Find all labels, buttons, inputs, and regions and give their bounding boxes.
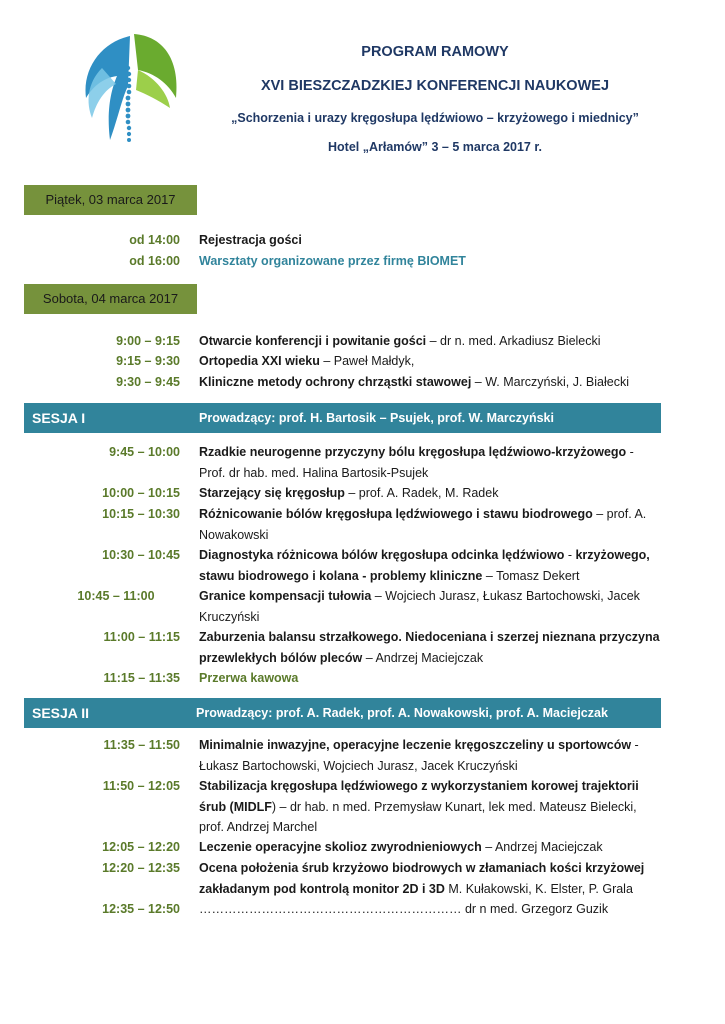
item-title: Minimalnie inwazyjne, operacyjne leczenie kręgoszczeliny u sportowców xyxy=(199,738,632,752)
item-time: 10:30 – 10:45 xyxy=(102,548,180,562)
item-speaker: – Andrzej Maciejczak xyxy=(481,840,603,854)
session-banner-2 xyxy=(24,698,661,728)
item-speaker: – dr n. med. Arkadiusz Bielecki xyxy=(426,334,601,348)
item-title: Kliniczne metody ochrony chrząstki stawowej xyxy=(199,375,472,389)
item-title: Zaburzenia balansu strzałkowego. Niedoceniana i szerzej nieznana przyczyna przewlekłych bólów pleców xyxy=(199,630,660,665)
session-chairs: Prowadzący: prof. A. Radek, prof. A. Nowakowski, prof. A. Maciejczak xyxy=(196,706,608,720)
item-speaker: M. Kułakowski, K. Elster, P. Grala xyxy=(444,881,633,896)
item-separator: - xyxy=(564,548,576,562)
conference-theme: „Schorzenia i urazy kręgosłupa lędźwiowo – krzyżowego i miednicy” xyxy=(231,111,639,125)
item-title: Rzadkie neurogenne przyczyny bólu kręgosłupa lędźwiowo-krzyżowego xyxy=(199,445,627,459)
item-time: od 14:00 xyxy=(129,233,180,247)
item-speaker: – Tomasz Dekert xyxy=(482,568,580,583)
item-time: 9:45 – 10:00 xyxy=(109,445,180,459)
item-title: Różnicowanie bólów kręgosłupa lędźwiowego i stawu biodrowego xyxy=(199,507,593,521)
item-title: Ortopedia XXI wieku xyxy=(199,354,320,368)
item-title: Stabilizacja kręgosłupa lędźwiowego z wykorzystaniem korowej trajektorii śrub (MIDLF xyxy=(199,779,639,814)
item-time: 10:00 – 10:15 xyxy=(102,486,180,500)
item-time: 11:50 – 12:05 xyxy=(102,779,180,793)
item-time: od 16:00 xyxy=(129,254,180,268)
item-title: Starzejący się kręgosłup xyxy=(199,486,345,500)
item-title: Rejestracja gości xyxy=(199,233,302,247)
program-title: PROGRAM RAMOWY xyxy=(361,44,509,60)
item-speaker: - Prof. dr hab. med. Halina Bartosik-Psujek xyxy=(199,445,634,480)
session-name: SESJA II xyxy=(32,705,90,721)
item-title: Leczenie operacyjne skolioz zwyrodnieniowych xyxy=(199,840,482,854)
item-time: 12:05 – 12:20 xyxy=(102,840,180,854)
day-banner-friday: Piątek, 03 marca 2017 xyxy=(24,185,197,215)
item-time: 10:45 – 11:00 xyxy=(77,589,155,603)
item-time: 11:35 – 11:50 xyxy=(103,738,180,752)
item-title-cont: krzyżowego, stawu biodrowego i kolana - problemy kliniczne xyxy=(199,548,650,583)
item-title: Warsztaty organizowane przez firmę BIOMET xyxy=(199,254,466,268)
item-speaker: – Andrzej Maciejczak xyxy=(362,650,484,665)
item-time: 12:35 – 12:50 xyxy=(102,902,180,916)
day-banner-saturday: Sobota, 04 marca 2017 xyxy=(24,284,197,314)
item-time: 11:00 – 11:15 xyxy=(103,630,180,644)
item-time: 9:30 – 9:45 xyxy=(116,375,180,389)
item-time: 9:00 – 9:15 xyxy=(116,334,180,348)
item-time: 12:20 – 12:35 xyxy=(102,861,180,875)
item-speaker: - Łukasz Bartochowski, Wojciech Jurasz, Jacek Kruczyński xyxy=(199,738,639,773)
conference-venue: Hotel „Arłamów” 3 – 5 marca 2017 r. xyxy=(328,140,542,154)
session-banner-1 xyxy=(24,403,661,433)
item-title: Granice kompensacji tułowia xyxy=(199,589,372,603)
item-time: 10:15 – 10:30 xyxy=(102,507,180,521)
item-title: Ocena położenia śrub krzyżowo biodrowych w złamaniach kości krzyżowej zakładanym pod kontrolą monitor 2D i 3D xyxy=(199,861,645,896)
conference-title: XVI BIESZCZADZKIEJ KONFERENCJI NAUKOWEJ xyxy=(260,78,610,94)
item-title: Diagnostyka różnicowa bólów kręgosłupa odcinka lędźwiowo xyxy=(199,548,565,562)
spine-leaf-logo-icon xyxy=(72,28,182,148)
item-title: Otwarcie konferencji i powitanie gości xyxy=(199,334,427,348)
item-title: Przerwa kawowa xyxy=(199,671,299,685)
item-speaker: – prof. A. Nowakowski xyxy=(199,507,647,542)
item-speaker: – Wojciech Jurasz, Łukasz Bartochowski, Jacek Kruczyński xyxy=(199,589,640,624)
item-speaker: – W. Marczyński, J. Białecki xyxy=(471,375,629,389)
item-speaker: ) – dr hab. n med. Przemysław Kunart, lek med. Mateusz Bielecki, prof. Andrzej Marchel xyxy=(199,799,637,834)
session-name: SESJA I xyxy=(32,410,86,426)
item-time: 11:15 – 11:35 xyxy=(103,671,180,685)
item-speaker: dr n med. Grzegorz Guzik xyxy=(461,902,609,916)
item-speaker: – prof. A. Radek, M. Radek xyxy=(344,486,499,500)
session-chairs: Prowadzący: prof. H. Bartosik – Psujek, prof. W. Marczyński xyxy=(199,411,554,425)
item-placeholder-dots: ……………………………………………………… xyxy=(199,902,462,916)
item-speaker: – Paweł Małdyk, xyxy=(319,354,415,368)
item-time: 9:15 – 9:30 xyxy=(116,354,180,368)
